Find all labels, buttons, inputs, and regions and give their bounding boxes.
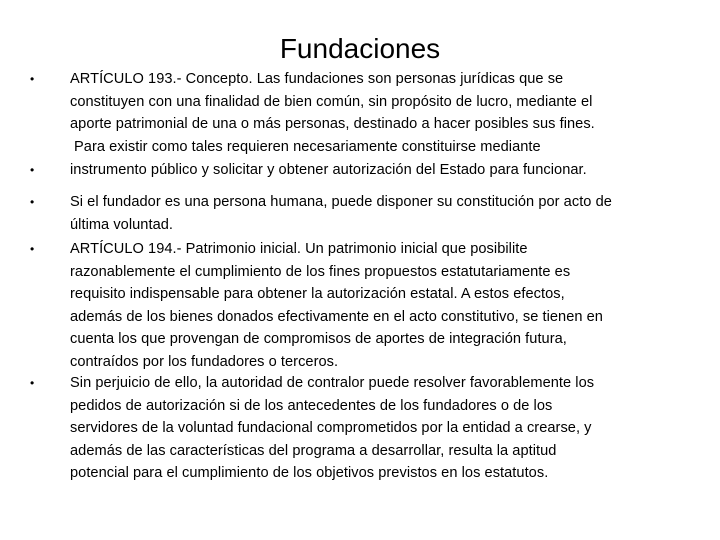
paragraph-requisitos: [70, 136, 680, 181]
paragraph-articulo-193: [70, 68, 680, 136]
text-line: ARTÍCULO 194.- Patrimonio inicial. Un patrimonio inicial que posibilite: [70, 241, 528, 257]
slide-title: Fundaciones: [279, 33, 441, 64]
text-line: Si el fundador es una persona humana, puede disponer su constitución por acto de: [70, 194, 612, 210]
text-line: ARTÍCULO 193.- Concepto. Las fundaciones son personas jurídicas que se: [70, 71, 564, 87]
text-line: aporte patrimonial de una o más personas, destinado a hacer posibles sus fines.: [70, 116, 595, 132]
text-line: potencial para el cumplimiento de los objetivos previstos en los estatutos.: [70, 465, 549, 481]
text-line: razonablemente el cumplimiento de los fines propuestos estatutariamente es: [70, 263, 571, 280]
text-line: además de los bienes donados efectivamente en el acto constitutivo, se tienen en: [70, 308, 603, 325]
text-line: Sin perjuicio de ello, la autoridad de contralor puede resolver favorablemente los: [70, 375, 595, 391]
bullet-marker: •: [30, 242, 35, 256]
text-line: última voluntad.: [70, 216, 174, 233]
bullet-marker: •: [30, 72, 35, 86]
text-line: contraídos por los fundadores o terceros.: [70, 353, 339, 370]
paragraph-fundador: [70, 191, 680, 236]
bullet-marker: •: [30, 376, 35, 390]
text-line: instrumento público y solicitar y obtener autorización del Estado para funcionar.: [70, 161, 587, 178]
text-line: pedidos de autorización si de los antecedentes de los fundadores o de los: [70, 397, 553, 414]
bullet-marker: •: [30, 195, 35, 209]
paragraph-articulo-194: [70, 238, 680, 373]
text-line: cuenta los que provengan de compromisos de aportes de integración futura,: [70, 331, 567, 347]
text-line: requisito indispensable para obtener la autorización estatal. A estos efectos,: [70, 286, 565, 302]
text-line: servidores de la voluntad fundacional comprometidos por la entidad a crearse, y: [70, 420, 592, 436]
paragraph-autoridad-contralor: [70, 372, 680, 485]
text-line: Para existir como tales requieren necesariamente constituirse mediante: [74, 139, 541, 155]
text-line: además de las características del programa a desarrollar, resulta la aptitud: [70, 442, 557, 459]
bullet-marker: •: [30, 163, 35, 177]
text-line: constituyen con una finalidad de bien común, sin propósito de lucro, mediante el: [70, 93, 593, 110]
